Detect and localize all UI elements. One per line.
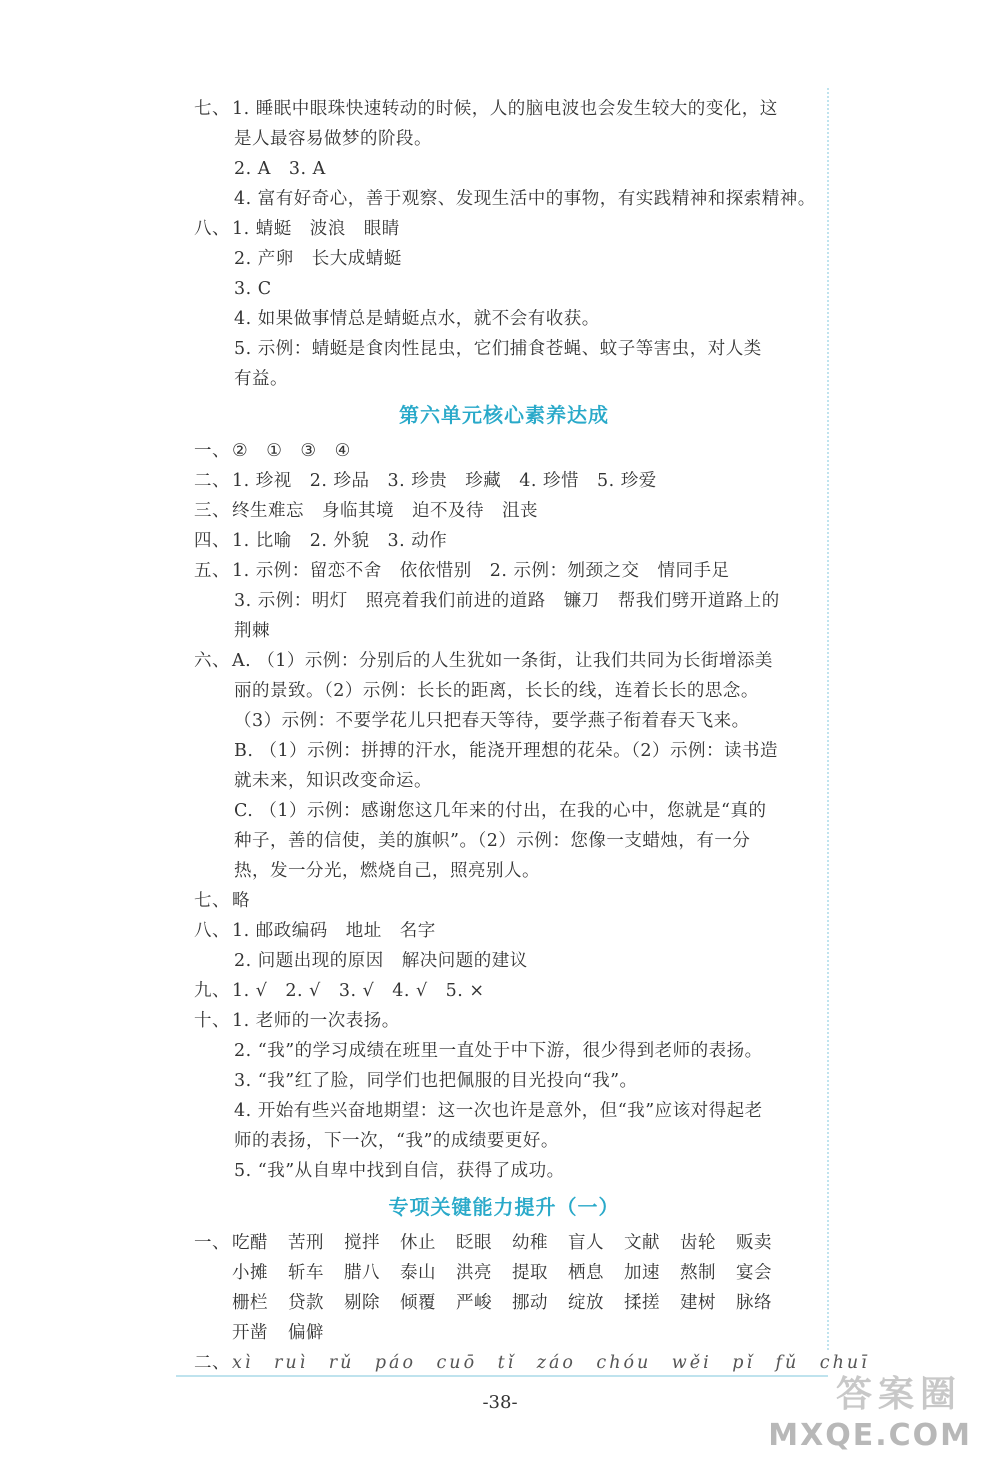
answer-line <box>0 706 827 736</box>
section-number: 七、 <box>194 99 230 119</box>
answer-text: 3. C <box>234 279 272 299</box>
answer-text: 2. A 3. A <box>234 159 326 179</box>
answer-text: 终生难忘 身临其境 迫不及待 沮丧 <box>232 501 538 521</box>
section-number: 二、 <box>194 471 230 491</box>
word: 斩车 <box>288 1263 324 1283</box>
word: 栅栏 <box>232 1293 268 1313</box>
answer-line <box>0 334 827 364</box>
word: 盲人 <box>568 1233 604 1253</box>
answer-text: 3. “我”红了脸，同学们也把佩服的目光投向“我”。 <box>234 1071 638 1091</box>
answer-text: （3）示例：不要学花儿只把春天等待，要学燕子衔着春天飞来。 <box>234 711 750 731</box>
word-row-2 <box>232 1258 792 1288</box>
answer-text: C. （1）示例：感谢您这几年来的付出，在我的心中，您就是“真的 <box>234 801 767 821</box>
section-number: 一、 <box>194 441 230 461</box>
answer-text: 4. 如果做事情总是蜻蜓点水，就不会有收获。 <box>234 309 600 329</box>
answer-text: 1. 蜻蜓 波浪 眼睛 <box>232 219 400 239</box>
word-row-4 <box>232 1318 344 1348</box>
answer-text: ② ① ③ ④ <box>232 441 351 461</box>
word: 严峻 <box>456 1293 492 1313</box>
answer-text: 荆棘 <box>234 621 270 641</box>
answer-line <box>0 304 827 334</box>
word: 文献 <box>624 1233 660 1253</box>
answer-line <box>0 1156 827 1186</box>
answer-line <box>0 1288 827 1318</box>
answer-text: 种子，善的信使，美的旗帜”。（2）示例：您像一支蜡烛，有一分 <box>234 831 751 851</box>
word: 苦刑 <box>288 1233 324 1253</box>
word: 建树 <box>680 1293 716 1313</box>
answer-line <box>0 364 827 394</box>
answer-text: 略 <box>232 891 250 911</box>
answer-text: 1. 示例：留恋不舍 依依惜别 2. 示例：刎颈之交 情同手足 <box>232 561 730 581</box>
answer-text: 1. 老师的一次表扬。 <box>232 1011 400 1031</box>
section-number: 一、 <box>194 1233 230 1253</box>
word: 泰山 <box>400 1263 436 1283</box>
answer-line <box>0 154 827 184</box>
answer-line <box>0 1318 827 1348</box>
answer-text: 1. √ 2. √ 3. √ 4. √ 5. × <box>232 981 485 1001</box>
answer-line <box>0 826 827 856</box>
word: 小摊 <box>232 1263 268 1283</box>
word: 吃醋 <box>232 1233 268 1253</box>
answer-text: 师的表扬，下一次，“我”的成绩要更好。 <box>234 1131 559 1151</box>
section-number: 八、 <box>194 219 230 239</box>
answer-line <box>0 1228 827 1258</box>
answer-line <box>0 736 827 766</box>
answer-line <box>0 1348 870 1378</box>
answer-line <box>0 436 827 466</box>
answer-text: 4. 富有好奇心，善于观察、发现生活中的事物，有实践精神和探索精神。 <box>234 189 816 209</box>
word: 贷款 <box>288 1293 324 1313</box>
answer-line <box>0 796 827 826</box>
answer-line <box>0 646 827 676</box>
answer-text: 1. 邮政编码 地址 名字 <box>232 921 436 941</box>
answer-line <box>0 976 827 1006</box>
answer-text: 4. 开始有些兴奋地期望：这一次也许是意外，但“我”应该对得起老 <box>234 1101 763 1121</box>
section-number: 十、 <box>194 1011 230 1031</box>
answer-line <box>0 586 827 616</box>
answer-text: 5. “我”从自卑中找到自信，获得了成功。 <box>234 1161 565 1181</box>
answer-line <box>0 1258 827 1288</box>
word: 加速 <box>624 1263 660 1283</box>
answer-text: A. （1）示例：分别后的人生犹如一条街，让我们共同为长街增添美 <box>232 651 773 671</box>
answer-text: 2. 产卵 长大成蜻蜓 <box>234 249 402 269</box>
word: 脉络 <box>736 1293 772 1313</box>
margin-rule-vertical <box>827 88 829 1350</box>
answer-line <box>0 1066 827 1096</box>
answer-content <box>0 94 870 1378</box>
answer-line <box>0 94 827 124</box>
section-number: 四、 <box>194 531 230 551</box>
word: 挪动 <box>512 1293 548 1313</box>
answer-text: 1. 比喻 2. 外貌 3. 动作 <box>232 531 448 551</box>
answer-text: 1. 珍视 2. 珍品 3. 珍贵 珍藏 4. 珍惜 5. 珍爱 <box>232 471 657 491</box>
word: 绽放 <box>568 1293 604 1313</box>
answer-line <box>0 466 827 496</box>
answer-line <box>0 1096 827 1126</box>
word: 熬制 <box>680 1263 716 1283</box>
answer-line <box>0 886 827 916</box>
answer-text: 是人最容易做梦的阶段。 <box>234 129 432 149</box>
section-number: 二、 <box>194 1353 230 1373</box>
word: 剔除 <box>344 1293 380 1313</box>
answer-line <box>0 676 827 706</box>
page-number: -38- <box>482 1392 518 1413</box>
watermark-logo-text: 答案圈 <box>835 1374 962 1415</box>
word: 齿轮 <box>680 1233 716 1253</box>
answer-line <box>0 1036 827 1066</box>
answer-line <box>0 856 827 886</box>
word: 贩卖 <box>736 1233 772 1253</box>
word: 揉搓 <box>624 1293 660 1313</box>
word: 休止 <box>400 1233 436 1253</box>
word-row-1 <box>232 1228 792 1258</box>
word-row-3 <box>232 1288 792 1318</box>
answer-text: 2. 问题出现的原因 解决问题的建议 <box>234 951 528 971</box>
word: 幼稚 <box>512 1233 548 1253</box>
answer-text: 3. 示例：明灯 照亮着我们前进的道路 镰刀 帮我们劈开道路上的 <box>234 591 780 611</box>
answer-text: B. （1）示例：拼搏的汗水，能浇开理想的花朵。（2）示例：读书造 <box>234 741 779 761</box>
word: 腊八 <box>344 1263 380 1283</box>
answer-line <box>0 1126 827 1156</box>
word: 搅拌 <box>344 1233 380 1253</box>
word: 宴会 <box>736 1263 772 1283</box>
word: 栖息 <box>568 1263 604 1283</box>
answer-line <box>0 946 827 976</box>
answer-line <box>0 526 827 556</box>
answer-line <box>0 916 827 946</box>
answer-line <box>0 244 827 274</box>
answer-line <box>0 496 827 526</box>
special-skills-title: 专项关键能力提升（一） <box>388 1195 620 1219</box>
answer-line <box>0 766 827 796</box>
word: 开凿 <box>232 1323 268 1343</box>
section-number: 七、 <box>194 891 230 911</box>
answer-text: 5. 示例：蜻蜓是食肉性昆虫，它们捕食苍蝇、蚊子等害虫，对人类 <box>234 339 762 359</box>
word: 洪亮 <box>456 1263 492 1283</box>
word: 倾覆 <box>400 1293 436 1313</box>
answer-text: 有益。 <box>234 369 288 389</box>
pinyin-answers: xì ruì rǔ páo cuō tǐ záo chóu wěi pǐ fǔ chuī <box>232 1353 870 1373</box>
section-number: 六、 <box>194 651 230 671</box>
section-number: 八、 <box>194 921 230 941</box>
watermark-url: MXQE.COM <box>768 1418 972 1453</box>
answer-text: 1. 睡眠中眼珠快速转动的时候，人的脑电波也会发生较大的变化，这 <box>232 99 778 119</box>
answer-text: 2. “我”的学习成绩在班里一直处于中下游，很少得到老师的表扬。 <box>234 1041 763 1061</box>
answer-text: 热，发一分光，燃烧自己，照亮别人。 <box>234 861 540 881</box>
word: 偏僻 <box>288 1323 324 1343</box>
answer-line <box>0 274 827 304</box>
word: 眨眼 <box>456 1233 492 1253</box>
section-number: 九、 <box>194 981 230 1001</box>
section-number: 三、 <box>194 501 230 521</box>
answer-line <box>0 124 827 154</box>
answer-line <box>0 214 827 244</box>
answer-line <box>0 1006 827 1036</box>
answer-line <box>0 616 827 646</box>
answer-line <box>0 556 827 586</box>
answer-text: 就未来，知识改变命运。 <box>234 771 432 791</box>
answer-line <box>0 184 827 214</box>
unit-six-title: 第六单元核心素养达成 <box>399 403 609 427</box>
word: 提取 <box>512 1263 548 1283</box>
answer-text: 丽的景致。（2）示例：长长的距离，长长的线，连着长长的思念。 <box>234 681 759 701</box>
section-number: 五、 <box>194 561 230 581</box>
